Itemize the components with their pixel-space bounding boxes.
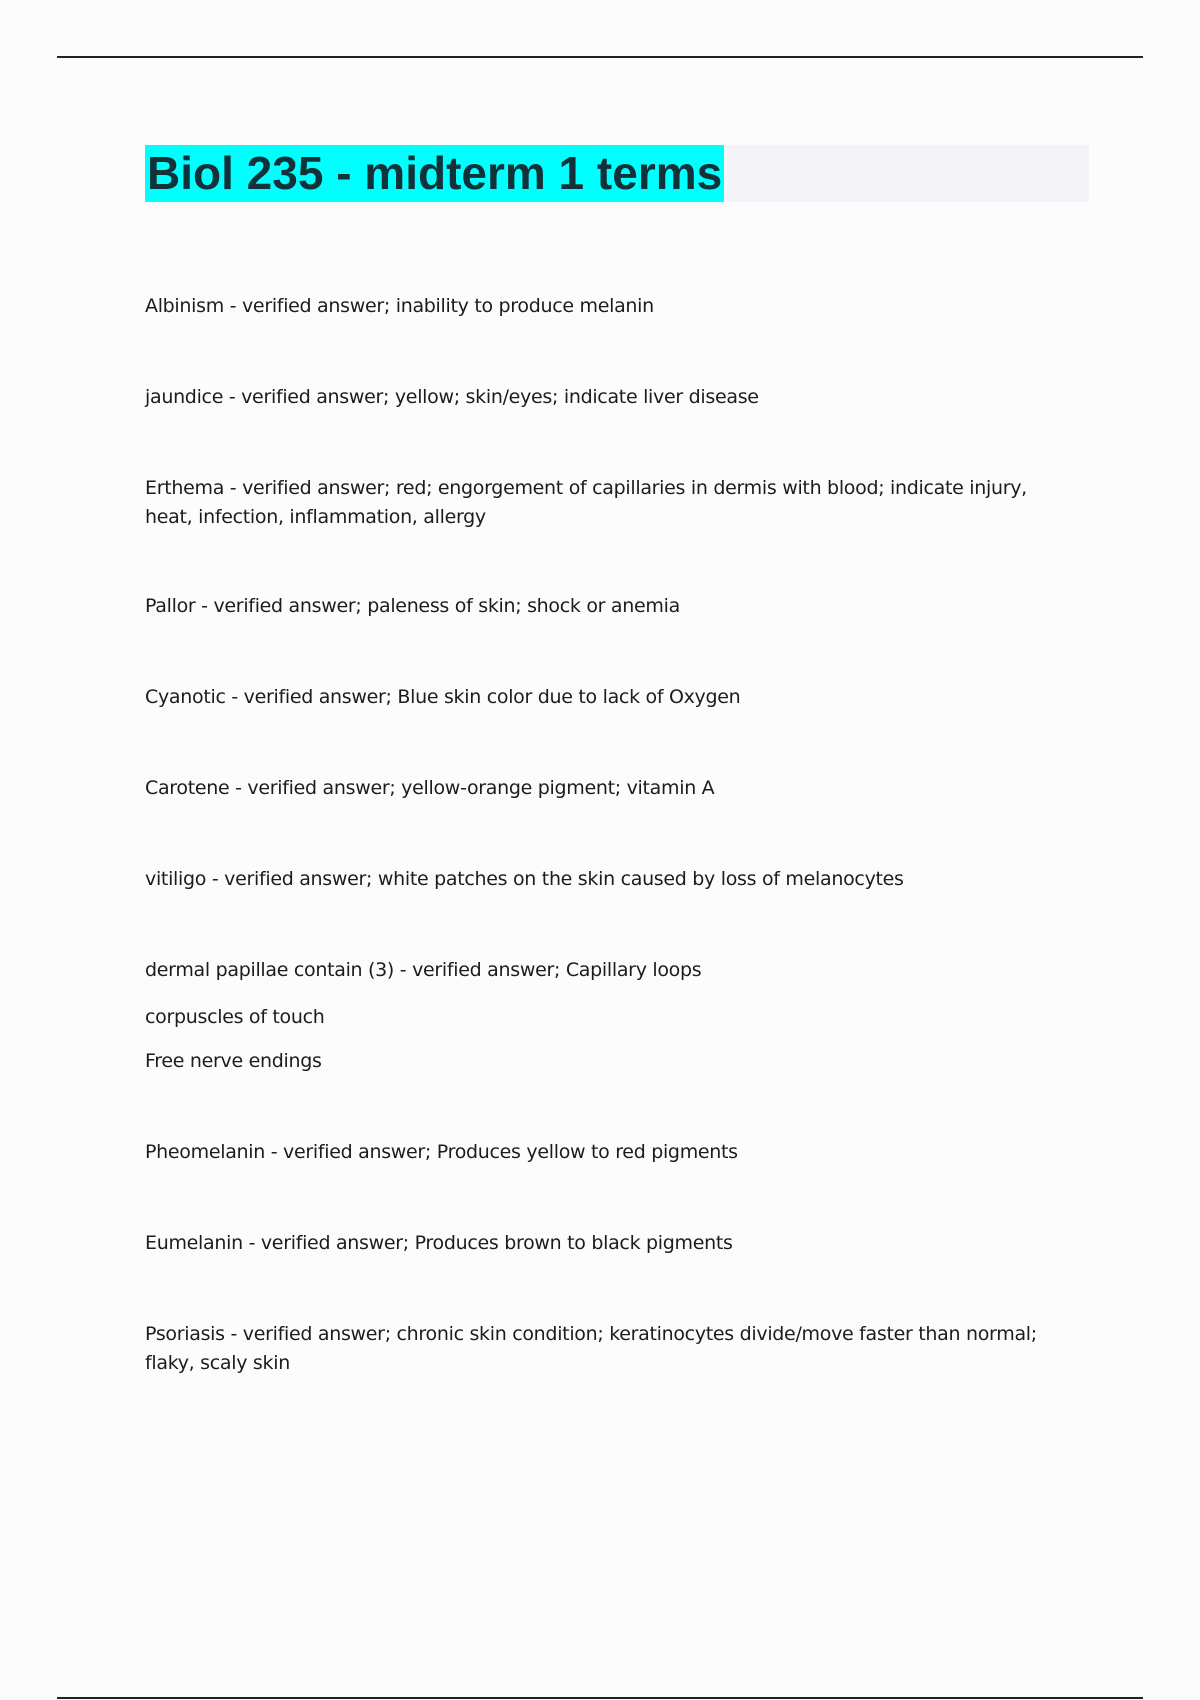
document-title: Biol 235 - midterm 1 terms xyxy=(145,145,724,202)
term-entry-continuation: corpuscles of touch xyxy=(145,1006,325,1028)
term-entry: Pallor - verified answer; paleness of skin; shock or anemia xyxy=(145,595,680,617)
term-entry: Psoriasis - verified answer; chronic skin condition; keratinocytes divide/move faster than normal; flaky, scaly skin xyxy=(145,1323,1037,1374)
term-entry: Pheomelanin - verified answer; Produces yellow to red pigments xyxy=(145,1141,738,1163)
term-entry: Erthema - verified answer; red; engorgement of capillaries in dermis with blood; indicate injury, heat, infection, inflammation, allergy xyxy=(145,477,1027,528)
term-entry: Eumelanin - verified answer; Produces brown to black pigments xyxy=(145,1232,733,1254)
footer-rule xyxy=(57,1697,1143,1699)
term-entry-continuation: Free nerve endings xyxy=(145,1050,322,1072)
term-entry: vitiligo - verified answer; white patches on the skin caused by loss of melanocytes xyxy=(145,868,904,890)
header-rule xyxy=(57,56,1143,58)
term-entry: dermal papillae contain (3) - verified answer; Capillary loops xyxy=(145,959,702,981)
term-entry: Albinism - verified answer; inability to produce melanin xyxy=(145,295,654,317)
term-entry: Carotene - verified answer; yellow-orange pigment; vitamin A xyxy=(145,777,715,799)
term-entry: jaundice - verified answer; yellow; skin/eyes; indicate liver disease xyxy=(145,386,759,408)
term-entry: Cyanotic - verified answer; Blue skin color due to lack of Oxygen xyxy=(145,686,741,708)
